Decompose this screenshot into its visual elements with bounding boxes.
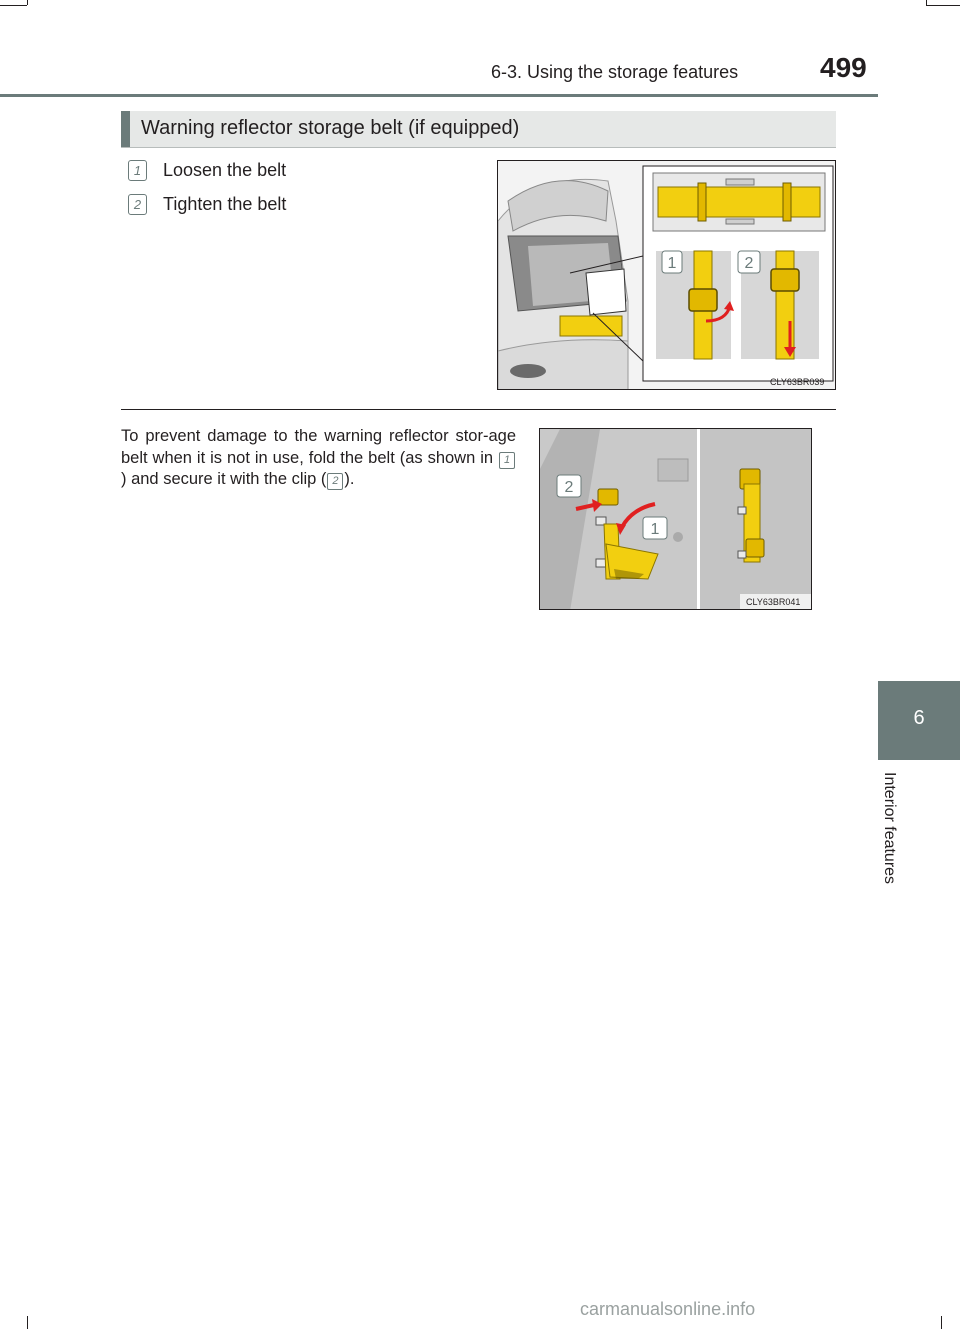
section-divider xyxy=(121,409,836,410)
crop-mark-top-left xyxy=(27,0,28,5)
crop-mark-top-right-h xyxy=(926,5,960,6)
figure1-callout-2: 2 xyxy=(744,255,754,272)
paragraph-text-2: ) and secure it with the clip ( xyxy=(121,470,327,488)
crop-mark-top-left-h xyxy=(0,5,27,6)
paragraph-ref-1: 1 xyxy=(499,452,515,469)
chapter-title-vertical xyxy=(881,772,910,902)
paragraph-text-1: To prevent damage to the warning reflector stor-age belt when it is not in use, fold the belt (as shown in xyxy=(121,427,516,467)
figure2-callout-2: 2 xyxy=(564,479,574,496)
chapter-title: Interior features xyxy=(881,772,898,885)
figure-belt-adjust xyxy=(497,160,836,390)
header-section-title: 6-3. Using the storage features xyxy=(491,62,739,82)
step-number-2: 2 xyxy=(128,194,147,215)
figure1-code: CLY63BR039 xyxy=(770,377,825,387)
step-number-1: 1 xyxy=(128,160,147,181)
step-text-2: Tighten the belt xyxy=(163,194,287,214)
page-number: 499 xyxy=(820,52,867,83)
chapter-number: 6 xyxy=(913,707,925,729)
step-text-1: Loosen the belt xyxy=(163,160,287,180)
figure-belt-adjust-illustration xyxy=(498,161,836,390)
header-rule xyxy=(0,94,878,97)
figure2-callout-1: 1 xyxy=(650,521,660,538)
paragraph-text-3: ). xyxy=(344,470,355,488)
crop-mark-bottom-right xyxy=(941,1316,942,1329)
figure1-callout-1: 1 xyxy=(667,255,677,272)
paragraph-ref-2: 2 xyxy=(327,473,343,490)
section-heading xyxy=(121,111,836,148)
figure-belt-fold xyxy=(539,428,812,610)
section-title: Warning reflector storage belt (if equipped) xyxy=(141,117,520,139)
figure2-code: CLY63BR041 xyxy=(746,597,801,607)
storage-instructions-paragraph xyxy=(121,426,516,491)
section-accent-bar xyxy=(121,111,130,147)
chapter-tab xyxy=(878,681,960,760)
crop-mark-bottom-left xyxy=(27,1316,28,1329)
watermark: carmanualsonline.info xyxy=(580,1299,756,1319)
figure-belt-fold-illustration xyxy=(540,429,812,610)
